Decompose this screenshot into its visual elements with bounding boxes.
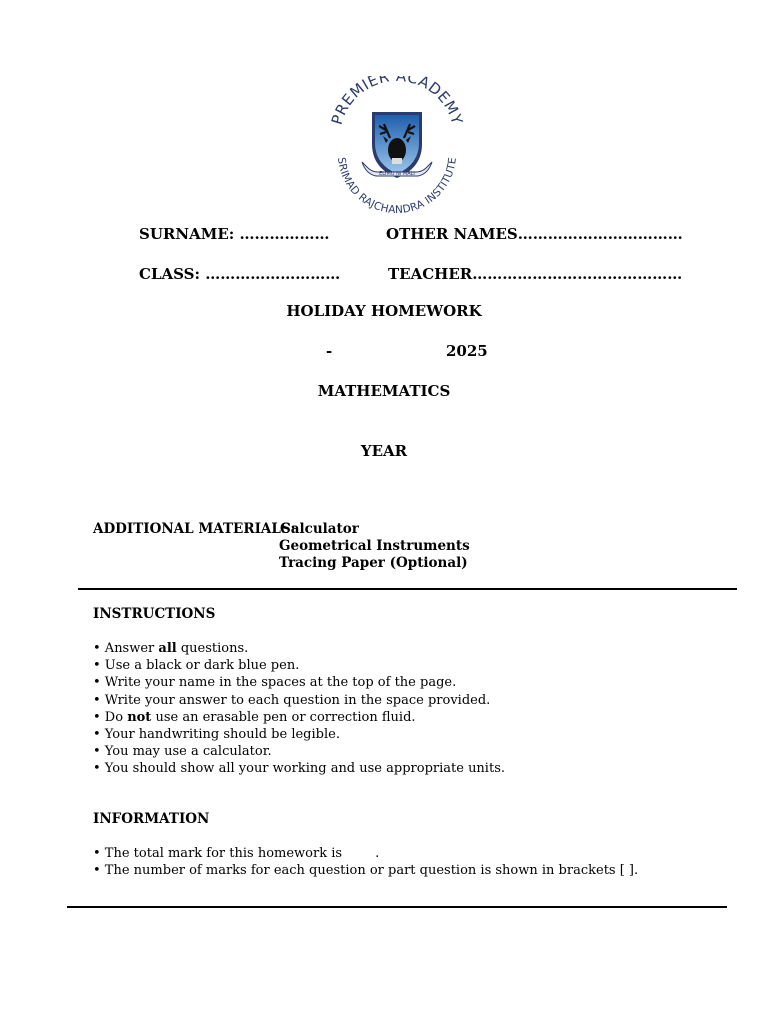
divider	[67, 906, 727, 908]
year-dash: -	[326, 342, 333, 360]
year-value: 2025	[446, 342, 488, 360]
school-logo	[326, 76, 468, 216]
materials-label: ADDITIONAL MATERIALS:	[93, 521, 296, 537]
list-item: • You may use a calculator.	[93, 744, 272, 760]
list-item: • Write your name in the spaces at the top of the page.	[93, 675, 457, 691]
year-label: YEAR	[360, 442, 408, 460]
teacher-label: TEACHER	[388, 265, 473, 283]
logo-motto: ELIMU NI MALI	[379, 171, 415, 177]
other-names-dots: ……………………………	[517, 225, 683, 243]
list-item: • The total mark for this homework is .	[93, 846, 380, 861]
document-title: HOLIDAY HOMEWORK	[286, 302, 482, 320]
instructions-list	[93, 640, 505, 778]
surname-field[interactable]	[139, 225, 330, 243]
surname-dots: ………………	[239, 225, 330, 243]
logo-top-text: PREMIER ACADEMY	[327, 76, 467, 127]
materials-item: Calculator	[280, 521, 359, 537]
materials-item: Tracing Paper (Optional)	[279, 555, 468, 571]
information-list	[93, 845, 638, 879]
list-item: • Use a black or dark blue pen.	[93, 658, 300, 674]
teacher-dots: ……………………………………	[472, 265, 683, 283]
class-field[interactable]	[139, 265, 340, 283]
other-names-field[interactable]	[386, 225, 683, 243]
other-names-label: OTHER NAMES	[386, 225, 518, 243]
crest-icon	[326, 76, 468, 216]
class-dots: ………………………	[205, 265, 341, 283]
materials-item: Geometrical Instruments	[279, 538, 470, 554]
information-heading: INFORMATION	[93, 811, 210, 827]
subject-title: MATHEMATICS	[317, 382, 451, 400]
list-item: • The number of marks for each question or part question is shown in brackets [ ].	[93, 863, 639, 879]
list-item: • Answer all questions.	[93, 641, 249, 656]
list-item: • You should show all your working and use appropriate units.	[93, 761, 505, 777]
teacher-field[interactable]	[388, 265, 682, 283]
divider	[78, 588, 737, 590]
list-item: • Write your answer to each question in the space provided.	[93, 692, 491, 708]
list-item: • Do not use an erasable pen or correction fluid.	[93, 709, 416, 725]
class-label: CLASS:	[139, 265, 200, 283]
list-item: • Your handwriting should be legible.	[93, 727, 340, 743]
surname-label: SURNAME:	[139, 225, 235, 243]
instructions-heading: INSTRUCTIONS	[93, 606, 216, 622]
logo-bottom-text: SRIMAD RAJCHANDRA INSTITUTE	[335, 156, 459, 216]
